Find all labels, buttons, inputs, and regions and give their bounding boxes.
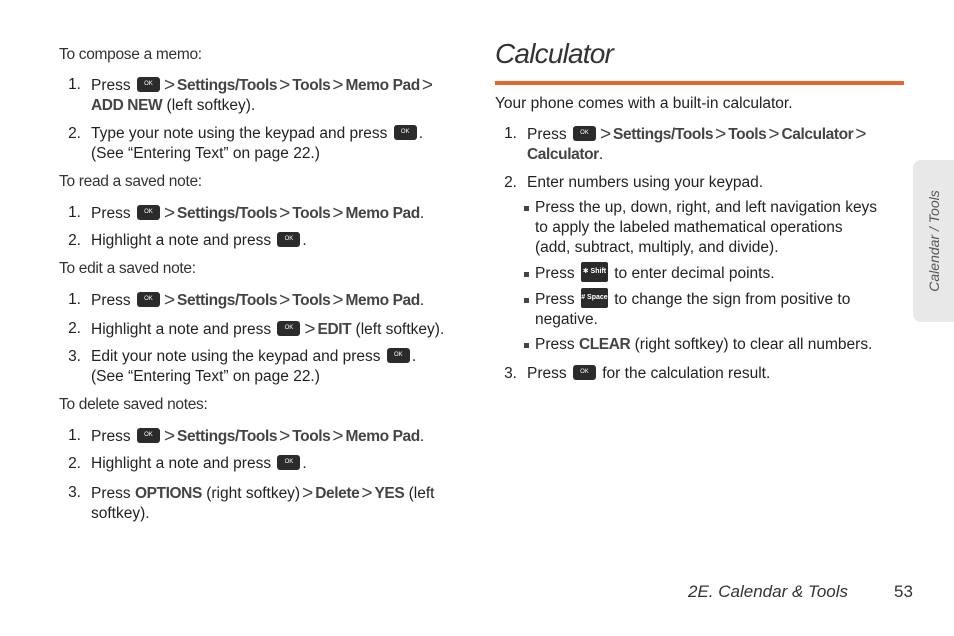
delete-step-1: 1. Press OK > Settings/Tools > Tools > Memo Pad. (68, 426, 425, 447)
shift-key-icon: ✱ Shift (581, 262, 608, 282)
calc-step-2: 2. Enter numbers using your keypad. (504, 174, 764, 191)
page-title: Calculator (495, 38, 614, 69)
bullet-icon (524, 206, 529, 211)
space-key-icon: # Space (581, 288, 608, 308)
bullet-icon (524, 343, 529, 348)
ok-key-icon: OK (277, 455, 300, 470)
calc-step-1: 1. Press OK > Settings/Tools > Tools > Calculator > Calculator. (504, 124, 867, 163)
side-tab-label: Calendar / Tools (925, 190, 942, 292)
ok-key-icon: OK (387, 348, 410, 363)
edit-step-1: 1. Press OK > Settings/Tools > Tools > Memo Pad. (68, 290, 425, 311)
compose-heading: To compose a memo: (59, 46, 202, 63)
read-heading: To read a saved note: (59, 173, 202, 190)
edit-heading: To edit a saved note: (59, 260, 196, 277)
read-step-2: 2. Highlight a note and press OK . (68, 232, 307, 249)
delete-step-2: 2. Highlight a note and press OK . (68, 455, 307, 472)
separator: > (163, 75, 176, 96)
delete-heading: To delete saved notes: (59, 396, 208, 413)
title-rule (495, 81, 904, 85)
ok-key-icon: OK (573, 126, 596, 141)
bullet-shift: Press ✱ Shift to enter decimal points. (524, 264, 904, 284)
read-step-1: 1. Press OK > Settings/Tools > Tools > Memo Pad. (68, 203, 425, 224)
bullet-icon (524, 272, 529, 277)
page-number: 53 (894, 582, 913, 601)
ok-key-icon: OK (137, 77, 160, 92)
ok-key-icon: OK (137, 205, 160, 220)
ok-key-icon: OK (277, 321, 300, 336)
calc-step-3: 3. Press OK for the calculation result. (504, 365, 771, 382)
footer-section-name: 2E. Calendar & Tools (688, 582, 849, 601)
ok-key-icon: OK (137, 428, 160, 443)
bullet-navigation: Press the up, down, right, and left navigation keys to apply the labeled mathematical operations (add, subtract, multiply, and divide). (524, 198, 904, 260)
bullet-clear: Press CLEAR (right softkey) to clear all numbers. (524, 335, 904, 355)
ok-key-icon: OK (277, 232, 300, 247)
ok-key-icon: OK (573, 365, 596, 380)
section-side-tab (913, 160, 954, 322)
bullet-icon (524, 298, 529, 303)
ok-key-icon: OK (394, 125, 417, 140)
ok-key-icon: OK (137, 292, 160, 307)
edit-step-3: 3. Edit your note using the keypad and press OK . (See “Entering Text” on page 22.) (68, 348, 417, 385)
bullet-space: Press # Space to change the sign from positive to negative. (524, 290, 904, 332)
edit-step-2: 2. Highlight a note and press OK > EDIT (left softkey). (68, 319, 445, 340)
compose-step-1: 1. Press OK > Settings/Tools > Tools > Memo Pad > ADD NEW (left softkey). (68, 75, 433, 114)
delete-step-3: 3. Press OPTIONS (right softkey) > Delete > YES (left softkey). (68, 483, 435, 522)
intro-text: Your phone comes with a built-in calculator. (495, 95, 793, 112)
compose-step-2: 2. Type your note using the keypad and press OK . (See “Entering Text” on page 22.) (68, 125, 424, 162)
